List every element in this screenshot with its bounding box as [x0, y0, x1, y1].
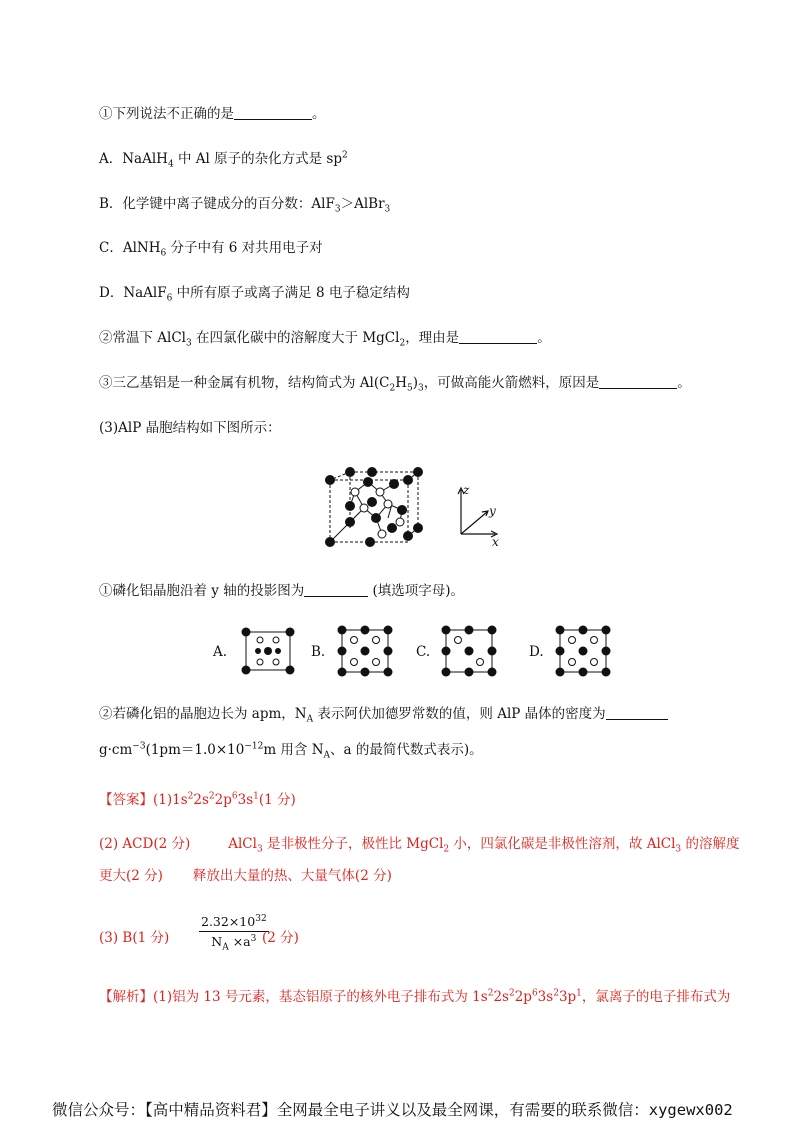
- answer-line-2: (2) ACD(2 分) AlCl$_3$ 是非极性分子，极性比 MgCl$_2$ 小，四氯化碳是非极性溶剂，故 AlCl$_3$ 的溶解度: [99, 836, 740, 855]
- q2-sub2: ②常温下 AlCl$_3$ 在四氯化碳中的溶解度大于 MgCl$_2$，理由是 。: [99, 330, 551, 349]
- choice-c-label: C.: [416, 644, 431, 660]
- choice-a-label: A.: [213, 644, 228, 660]
- answer-line-3: (3) B(1 分): [99, 930, 170, 946]
- q2-sub3: ③三乙基铝是一种金属有机物，结构简式为 $Al(C_2H_5)_3$，可做高能火箭燃料，原因是 。: [99, 375, 691, 394]
- q3-sub1: ①磷化铝晶胞沿着 y 轴的投影图为 (填选项字母)。: [99, 583, 465, 599]
- option-c: C．AlNH$_6$ 分子中有 6 对共用电子对: [99, 240, 323, 259]
- density-fraction: $\frac{2.32\times 10^{32}}{N_A \times a^3}$: [201, 913, 267, 953]
- answer-tag: 【答案】: [99, 792, 153, 808]
- option-b: B．化学键中离子键成分的百分数：AlF$_3$＞AlBr$_3$: [99, 196, 391, 215]
- axis-x-label: x: [492, 535, 499, 549]
- answer-blank[interactable]: [304, 582, 368, 597]
- answer-blank[interactable]: [234, 105, 312, 120]
- answer-blank[interactable]: [606, 705, 668, 720]
- choice-a-figure[interactable]: [240, 626, 296, 676]
- answer-line-3-score: (2 分): [262, 930, 299, 946]
- choice-b-figure[interactable]: [336, 624, 394, 678]
- option-a: A．NaAlH$_4$ 中 Al 原子的杂化方式是 $sp^2$: [99, 150, 348, 170]
- choice-d-figure[interactable]: [554, 624, 612, 678]
- answer-line-2b: 更大(2 分) 释放出大量的热、大量气体(2 分): [99, 868, 392, 884]
- answer-blank[interactable]: [599, 374, 677, 389]
- q3-intro: (3)AlP 晶胞结构如下图所示：: [99, 420, 281, 436]
- q3-sub2: ②若磷化铝的晶胞边长为 apm，$N_A$ 表示阿伏加德罗常数的值，则 AlP 晶体的密度为: [99, 704, 668, 724]
- footer-contact: 微信公众号：【高中精品资料君】全网最全电子讲义以及最全网课，有需要的联系微信：xygewx002: [52, 1101, 733, 1119]
- answer-line-1: 【答案】$(1)1s^22s^22p^63s^1(1$ 分): [99, 791, 296, 808]
- axis-z-label: z: [463, 483, 470, 497]
- crystal-cell-figure: [320, 462, 430, 552]
- choice-c-figure[interactable]: [440, 624, 498, 678]
- option-d: D．NaAlF$_6$ 中所有原子或离子满足 8 电子稳定结构: [99, 285, 410, 304]
- choice-b-label: B.: [311, 644, 326, 660]
- axis-y-label: y: [489, 504, 496, 518]
- answer-blank[interactable]: [459, 329, 537, 344]
- q3-sub2-cont: $g\cdot cm^{-3}(1pm=1.0\times 10^{-12}m$ 用含 $N_A$、a 的最简代数式表示)。: [99, 741, 483, 761]
- q2-sub1: ①下列说法不正确的是 。: [99, 106, 326, 122]
- analysis-tag: 【解析】: [99, 989, 153, 1005]
- choice-d-label: D.: [529, 644, 544, 660]
- analysis-line: 【解析】(1)铝为 13 号元素，基态铝原子的核外电子排布式为 $1s^22s^22p^63s^23p^1$，氯离子的电子排布式为: [99, 988, 731, 1005]
